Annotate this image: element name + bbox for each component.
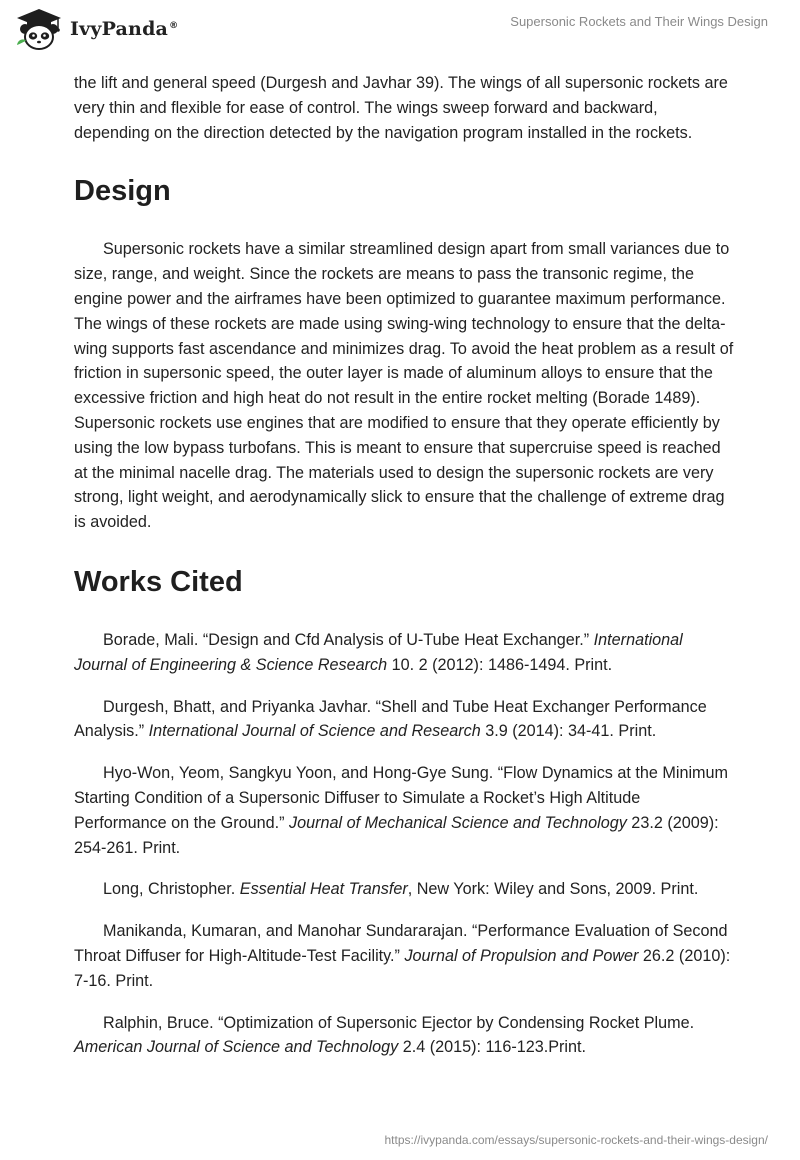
journal-title: International Journal of Science and Research: [148, 722, 481, 741]
citation-entry: Long, Christopher. Essential Heat Transfer, New York: Wiley and Sons, 2009. Print.: [103, 880, 699, 899]
page-header: [0, 0, 800, 60]
design-paragraph: Supersonic rockets have a similar streamlined design apart from small variances due to size, range, and weight. Since the rockets are means to pass the transonic regime, the engine power and the airframes have been optimized to guarantee maximum performance. The wings of these rockets are made using swing-wing technology to ensure that the delta-wing supports fast ascendance and minimizes drag. To avoid the heat problem as a result of friction in supersonic speed, the outer layer is made of aluminum alloys to ensure that the excessive friction and high heat do not result in the entire rocket melting (Borade 1489). Supersonic rockets use engines that are modified to ensure that they operate efficiently by using the low bypass turbofans. This is meant to ensure that supercruise speed is reached at the minimal nacelle drag. The materials used to design the supersonic rockets are very strong, light weight, and aerodynamically slick to ensure that the challenge of extreme drag is avoided.: [74, 240, 734, 532]
intro-paragraph: the lift and general speed (Durgesh and Javhar 39). The wings of all supersonic rockets are very thin and flexible for ease of control. The wings sweep forward and backward, depending on the direction detected by the navigation program installed in the rockets.: [74, 74, 728, 142]
citation-entry: Borade, Mali. “Design and Cfd Analysis of U-Tube Heat Exchanger.” International Journal of Engineering & Science Research 10. 2 (2012): 1486-1494. Print.: [74, 630, 683, 674]
ivypanda-logo[interactable]: [14, 7, 178, 51]
document-title: Supersonic Rockets and Their Wings Design: [510, 14, 768, 29]
logo-text: IvyPanda®: [70, 18, 179, 40]
works-cited-list: [74, 628, 734, 1060]
journal-title: International Journal of Engineering & Science Research: [74, 630, 683, 674]
registered-mark: ®: [169, 20, 179, 31]
book-title: Essential Heat Transfer: [239, 880, 408, 899]
panda-graduate-icon: [14, 7, 64, 51]
citation-entry: Hyo-Won, Yeom, Sangkyu Yoon, and Hong-Gye Sung. “Flow Dynamics at the Minimum Starting Condition of a Supersonic Diffuser to Simulate a Rocket’s High Altitude Performance on the Ground.” Journal of Mechanical Science and Technology 23.2 (2009): 254-261. Print.: [74, 764, 729, 857]
design-heading: Design: [74, 175, 171, 208]
journal-title: Journal of Propulsion and Power: [404, 946, 639, 965]
essay-body: [74, 71, 734, 1077]
works-cited-heading: Works Cited: [74, 565, 243, 598]
journal-title: Journal of Mechanical Science and Technology: [289, 813, 627, 832]
journal-title: American Journal of Science and Technology: [74, 1038, 399, 1057]
citation-entry: Manikanda, Kumaran, and Manohar Sundararajan. “Performance Evaluation of Second Throat Diffuser for High-Altitude-Test Facility.” Journal of Propulsion and Power 26.2 (2010): 7-16. Print.: [74, 922, 731, 990]
citation-entry: Durgesh, Bhatt, and Priyanka Javhar. “Shell and Tube Heat Exchanger Performance Analysis.” International Journal of Science and Research 3.9 (2014): 34-41. Print.: [74, 697, 707, 741]
citation-entry: Ralphin, Bruce. “Optimization of Supersonic Ejector by Condensing Rocket Plume. American Journal of Science and Technology 2.4 (2015): 116-123.Print.: [74, 1013, 695, 1057]
source-url-link[interactable]: https://ivypanda.com/essays/supersonic-rockets-and-their-wings-design/: [384, 1133, 768, 1147]
